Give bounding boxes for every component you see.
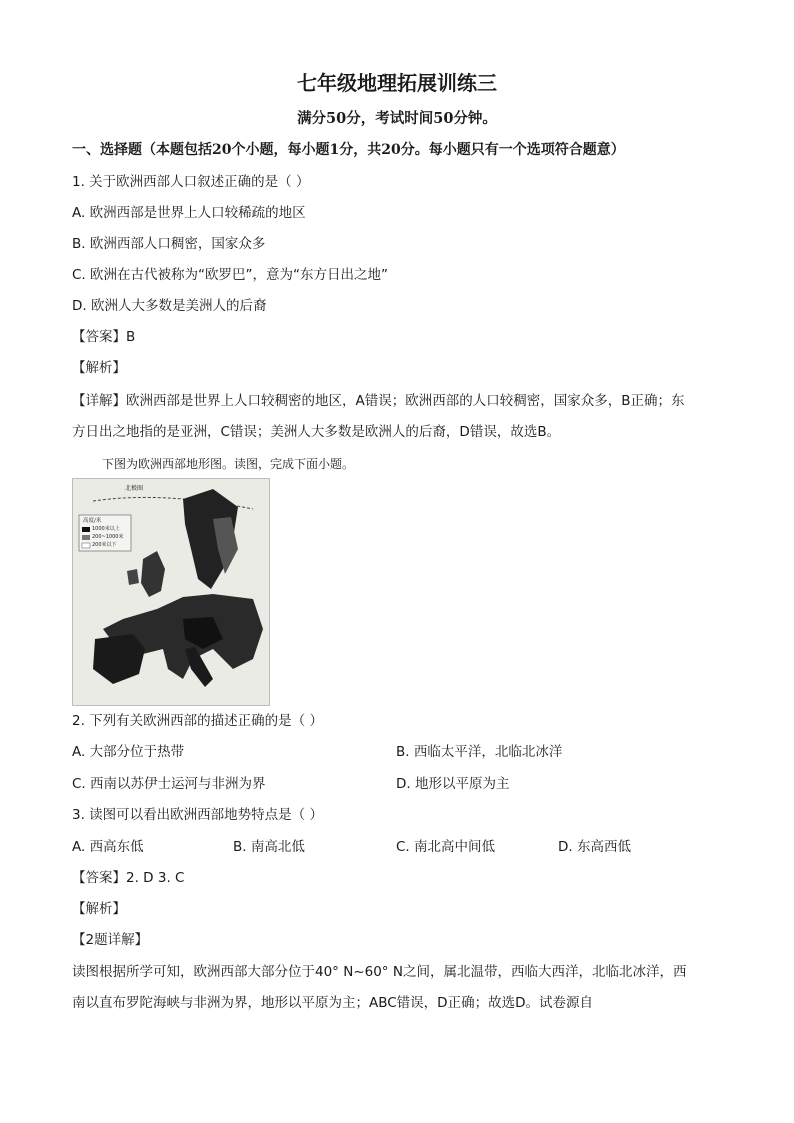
question-2-detail-line-1: 读图根据所学可知，欧洲西部大部分位于40° N~60° N之间，属北温带，西临大西洋，北临北冰洋，西 xyxy=(72,964,687,980)
map-legend-item-high: 1000米以上 xyxy=(92,526,120,532)
page-subtitle: 满分50分，考试时间50分钟。 xyxy=(297,110,497,127)
question-3-option-b: B. 南高北低 xyxy=(233,839,305,855)
section-heading: 一、选择题（本题包括20个小题，每小题1分，共20分。每小题只有一个选项符合题意） xyxy=(72,142,625,158)
question-1-stem: 1. 关于欧洲西部人口叙述正确的是（ ） xyxy=(72,174,310,190)
question-2-detail-label: 【2题详解】 xyxy=(72,932,149,948)
question-1-option-a: A. 欧洲西部是世界上人口较稀疏的地区 xyxy=(72,205,306,221)
europe-terrain-map xyxy=(72,478,270,706)
question-1-option-c: C. 欧洲在古代被称为“欧罗巴”，意为“东方日出之地” xyxy=(72,267,388,283)
question-1-answer: 【答案】B xyxy=(72,329,136,345)
question-2-detail-line-2: 南以直布罗陀海峡与非洲为界，地形以平原为主；ABC错误，D正确；故选D。试卷源自 xyxy=(72,995,593,1011)
question-2-option-c: C. 西南以苏伊士运河与非洲为界 xyxy=(72,776,266,792)
map-intro-text: 下图为欧洲西部地形图。读图，完成下面小题。 xyxy=(102,457,355,471)
question-2-option-d: D. 地形以平原为主 xyxy=(396,776,510,792)
questions-2-3-analysis-label: 【解析】 xyxy=(72,901,126,917)
page-title: 七年级地理拓展训练三 xyxy=(297,71,497,95)
question-3-stem: 3. 读图可以看出欧洲西部地势特点是（ ） xyxy=(72,807,323,823)
question-3-option-d: D. 东高西低 xyxy=(558,839,631,855)
map-legend-item-low: 200米以下 xyxy=(92,542,117,548)
question-2-option-b: B. 西临太平洋，北临北冰洋 xyxy=(396,744,563,760)
question-3-option-a: A. 西高东低 xyxy=(72,839,144,855)
map-legend-item-mid: 200~1000米 xyxy=(92,534,124,540)
question-1-analysis-label: 【解析】 xyxy=(72,360,126,376)
question-2-stem: 2. 下列有关欧洲西部的描述正确的是（ ） xyxy=(72,713,323,729)
question-1-option-d: D. 欧洲人大多数是美洲人的后裔 xyxy=(72,298,267,314)
questions-2-3-answer: 【答案】2. D 3. C xyxy=(72,870,185,886)
question-2-option-a: A. 大部分位于热带 xyxy=(72,744,185,760)
question-1-option-b: B. 欧洲西部人口稠密，国家众多 xyxy=(72,236,266,252)
map-legend-title: 高度/米 xyxy=(83,518,102,524)
map-arctic-label: 北极圈 xyxy=(125,485,144,492)
question-3-option-c: C. 南北高中间低 xyxy=(396,839,496,855)
europe-terrain-map-figure xyxy=(73,479,269,705)
question-1-detail-line-1: 【详解】欧洲西部是世界上人口较稠密的地区，A错误；欧洲西部的人口较稠密，国家众多，B正确；东 xyxy=(72,393,685,409)
question-1-detail-line-2: 方日出之地指的是亚洲，C错误；美洲人大多数是欧洲人的后裔，D错误，故选B。 xyxy=(72,424,561,440)
